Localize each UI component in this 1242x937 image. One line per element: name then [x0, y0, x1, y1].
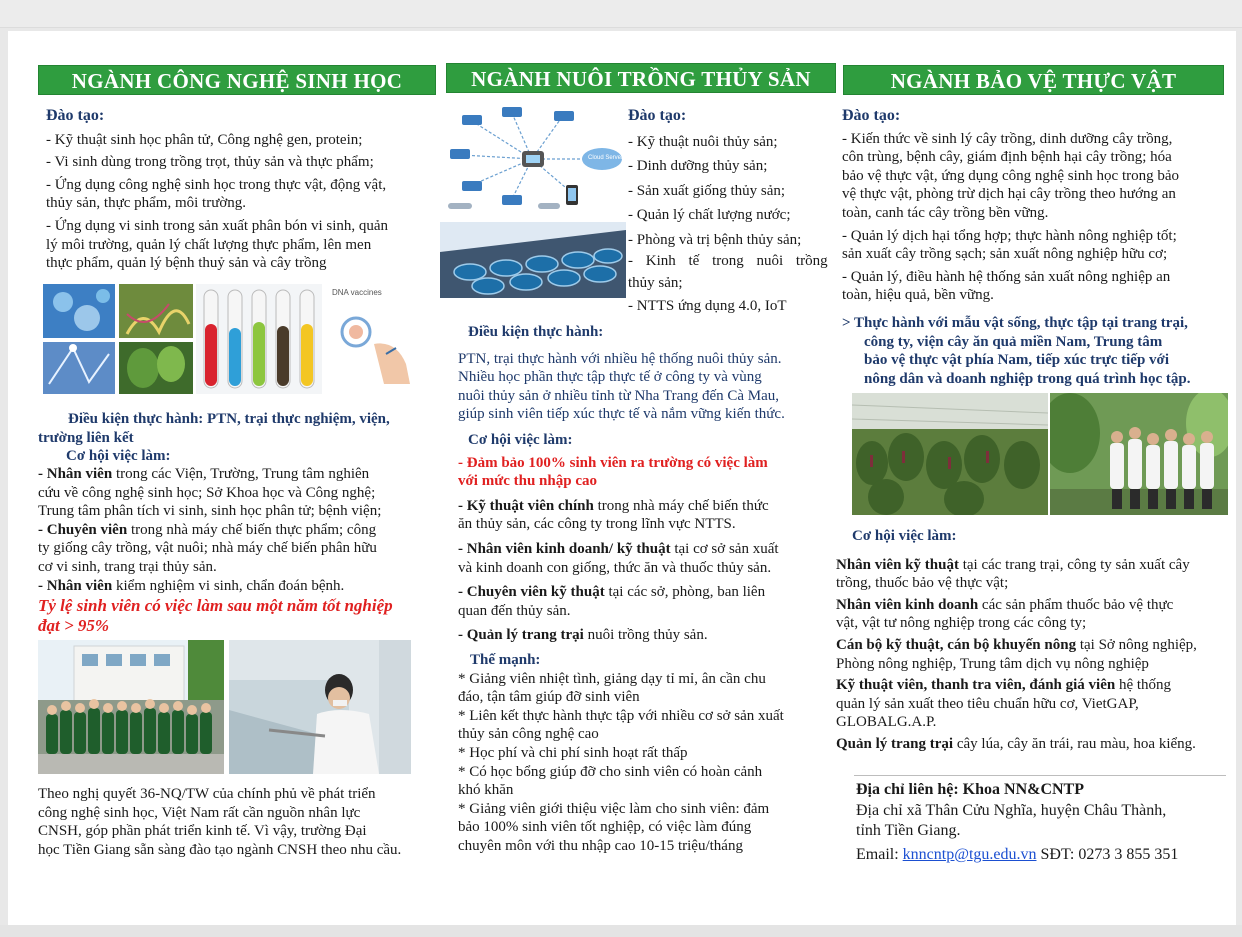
col3-training-line: - Quản lý, điều hành hệ thống sản xuất nông nghiệp an [842, 268, 1171, 285]
col3-practice-line: nông dân và doanh nghiệp trong quá trình học tập. [864, 370, 1191, 387]
lab-student-photo [229, 640, 411, 774]
col2-practice-heading: Điều kiện thực hành: [468, 324, 604, 340]
col3-training-line: bảo vệ thực vật, ứng dụng công nghệ sinh học trong bảo [842, 167, 1180, 184]
col3-training-line: sản xuất cây trồng sạch; sản xuất nông nghiệp hữu cơ; [842, 246, 1168, 263]
banner-biotech: NGÀNH CÔNG NGHỆ SINH HỌC [38, 65, 436, 95]
col2-strength-line: * Giảng viên nhiệt tình, giảng dạy tỉ mỉ, ân cần chu [458, 670, 766, 687]
contact-divider [854, 775, 1226, 776]
col1-closing [38, 785, 442, 859]
students-field-photo [1050, 393, 1228, 515]
banner-plant-protection: NGÀNH BẢO VỆ THỰC VẬT [843, 65, 1224, 95]
col2-training-item: - Kỹ thuật nuôi thủy sản; [628, 133, 778, 150]
col1-training-item: - Ứng dụng công nghệ sinh học trong thực vật, động vật, [46, 176, 387, 193]
col1-training-item: thủy sản, thực phẩm, môi trường. [46, 195, 247, 212]
dna-vaccines-image [326, 284, 414, 394]
col1-closing-line: học Tiền Giang sẵn sàng đào tạo ngành CNSH theo nhu cầu. [38, 841, 402, 858]
col2-strength-line: thủy sản công nghệ cao [458, 726, 599, 743]
contact-address: tỉnh Tiền Giang. [856, 822, 961, 839]
col2-practice-line: Nhiều học phần thực tập thực tế ở công ty và vùng [458, 369, 762, 386]
col2-training-item: - Sản xuất giống thủy sản; [628, 182, 786, 199]
col3-training-line: toàn, hiệu quả, bền vững. [842, 287, 994, 304]
col2-jobs-heading: Cơ hội việc làm: [468, 432, 573, 448]
col1-closing-line: công nghệ sinh học, Việt Nam rất cần nguồn nhân lực [38, 804, 361, 821]
col1-training-item: lý môi trường, quản lý chất lượng thực phẩm, lên men [46, 236, 372, 253]
col1-training-item: - Ứng dụng vi sinh trong sản xuất phân bón vi sinh, quản [46, 217, 389, 234]
col1-closing-line: Theo nghị quyết 36-NQ/TW của chính phủ về phát triển [38, 786, 376, 802]
contact-email-link[interactable]: knncntp@tgu.edu.vn [902, 845, 1037, 863]
col2-training-item: thủy sản; [628, 274, 683, 291]
col1-jobs [38, 465, 438, 636]
col3-job-line: Nhân viên kỹ thuật tại các trang trại, công ty sản xuất cây [836, 556, 1190, 573]
col3-training-line: côn trùng, bệnh cây, giám định bệnh hại cây trồng; hóa [842, 149, 1172, 166]
col2-strength-line: khó khăn [458, 782, 514, 799]
col1-job-line: Trung tâm phân tích vi sinh, sinh học phân tử; bệnh viện; [38, 503, 382, 520]
col2-guarantee: - Đảm bảo 100% sinh viên ra trường có việc làm [458, 454, 768, 471]
col2-job-line: - Quản lý trang trại nuôi trồng thủy sản. [458, 627, 708, 644]
col3-jobs-heading: Cơ hội việc làm: [852, 528, 957, 544]
col2-strength-line: bảo 100% sinh viên tốt nghiệp, có việc làm đúng [458, 819, 752, 836]
col3-job-line: GLOBALG.A.P. [836, 714, 937, 731]
col2-training-heading: Đào tạo: [628, 107, 687, 124]
col1-training [46, 107, 440, 273]
col2-training-item: - Dinh dưỡng thủy sản; [628, 158, 768, 175]
col3-training [842, 107, 1226, 305]
col3-job-line: Cán bộ kỹ thuật, cán bộ khuyến nông tại Sở nông nghiệp, [836, 636, 1197, 653]
col1-job-line: ty giống cây trồng, vật nuôi; nhà máy chế biến phân hữu [38, 540, 377, 557]
col1-job-line: cơ vi sinh, trang trại thủy sản. [38, 558, 217, 575]
col3-training-line: toàn, canh tác cây trồng bền vững. [842, 204, 1049, 221]
col3-job-line: quản lý sản xuất theo tiêu chuẩn hữu cơ, VietGAP, [836, 695, 1139, 712]
col2-strengths-heading: Thế mạnh: [470, 652, 541, 668]
col3-practice-line: > Thực hành với mẫu vật sống, thực tập tại trang trại, [842, 315, 1188, 331]
employment-rate: Tỷ lệ sinh viên có việc làm sau một năm tốt nghiệp [38, 596, 393, 616]
col3-training-heading: Đào tạo: [842, 107, 901, 124]
col1-job-line: - Nhân viên trong các Viện, Trường, Trung tâm nghiên [38, 466, 370, 482]
col2-strength-line: chuyên môn với thu nhập cao 10-15 triệu/tháng [458, 837, 743, 854]
col3-job-line: Phòng nông nghiệp, Trung tâm dịch vụ nông nghiệp [836, 655, 1149, 672]
contact-label: Địa chỉ liên hệ: Khoa NN&CNTP [856, 781, 1084, 798]
students-group-photo [38, 640, 224, 774]
col2-practice [458, 323, 838, 424]
col3-training-line: vệ thực vật, phòng trừ dịch hại cây trồng theo hướng an [842, 186, 1176, 203]
col3-practice-line: bảo vệ thực vật phía Nam, tiếp xúc trực tiếp với [864, 352, 1170, 369]
contact-address: Địa chỉ xã Thân Cửu Nghĩa, huyện Châu Thành, [856, 801, 1167, 819]
col2-job-line: - Kỹ thuật viên chính trong nhà máy chế biến thức [458, 497, 769, 514]
col1-practice [38, 410, 438, 466]
col2-strength-line: * Có học bổng giúp đỡ cho sinh viên có hoàn cảnh [458, 763, 763, 780]
col1-training-item: thực phẩm, quản lý bệnh thuỷ sản và cây trồng [46, 255, 327, 272]
col3-practice [842, 314, 1226, 388]
col2-strength-line: * Giảng viên giới thiệu việc làm cho sinh viên: đảm [458, 800, 770, 817]
col2-practice-line: PTN, trại thực hành với nhiều hệ thống nuôi thủy sản. [458, 350, 782, 367]
bottom-band [0, 925, 1242, 937]
col2-job-line: quan đến thủy sản. [458, 602, 571, 619]
col2-strength-line: * Học phí và chi phí sinh hoạt rất thấp [458, 744, 688, 761]
col2-jobs [458, 431, 838, 645]
greenhouse-crops-photo [852, 393, 1048, 515]
lab-collage-image [43, 284, 193, 394]
col2-strength-line: đáo, tận tâm giúp đỡ sinh viên [458, 689, 640, 706]
col2-job-line: và kinh doanh con giống, thức ăn và thuốc thủy sản. [458, 559, 772, 576]
iot-diagram-image [442, 101, 624, 219]
col2-strengths [458, 651, 838, 856]
col2-training-item: - Quản lý chất lượng nước; [628, 207, 791, 224]
iot-cloud-label: Cloud Server [588, 155, 624, 161]
banner-aquaculture: NGÀNH NUÔI TRỒNG THỦY SẢN [446, 63, 836, 93]
col3-job-line: trồng, thuốc bảo vệ thực vật; [836, 575, 1009, 592]
brochure-page [8, 31, 1236, 925]
col1-training-heading: Đào tạo: [46, 107, 105, 124]
col3-job-line: Nhân viên kinh doanh các sản phẩm thuốc bảo vệ thực [836, 596, 1174, 613]
col2-job-line: - Chuyên viên kỹ thuật tại các sở, phòng, ban liên [458, 584, 766, 601]
col2-practice-line: nuôi thủy sản ở nhiều tỉnh từ Nha Trang đến Cà Mau, [458, 387, 780, 404]
dna-vaccines-label: DNA vaccines [332, 288, 382, 297]
col2-job-line: - Nhân viên kinh doanh/ kỹ thuật tại cơ sở sản xuất [458, 540, 779, 557]
col3-job-line: vật, vật tư nông nghiệp trong các công ty; [836, 615, 1087, 632]
col3-training-line: - Kiến thức về sinh lý cây trồng, dinh dưỡng cây trồng, [842, 130, 1173, 147]
col1-training-item: - Kỹ thuật sinh học phân tử, Công nghệ gen, protein; [46, 131, 363, 148]
col3-jobs [836, 527, 1228, 754]
col1-job-line: cứu về công nghệ sinh học; Sở Khoa học và Công nghệ; [38, 484, 376, 501]
col2-job-line: ăn thủy sản, các công ty trong lĩnh vực NTTS. [458, 516, 736, 533]
top-band [0, 0, 1242, 28]
col3-job-line: Kỹ thuật viên, thanh tra viên, đánh giá viên hệ thống [836, 677, 1172, 694]
col1-jobs-heading: Cơ hội việc làm: [66, 448, 171, 465]
col1-training-item: - Vi sinh dùng trong trồng trọt, thủy sản và thực phẩm; [46, 154, 374, 171]
col1-job-line: - Nhân viên kiểm nghiệm vi sinh, chẩn đoán bệnh. [38, 577, 345, 594]
col2-training-item: - Kinh tế trong nuôi trồng [628, 253, 828, 270]
col2-training [628, 107, 834, 317]
contact-email-line: Email: knncntp@tgu.edu.vn SĐT: 0273 3 855 351 [856, 845, 1179, 863]
contact-block [856, 780, 1226, 865]
col1-closing-line: CNSH, góp phần phát triển kinh tế. Vì vậy, trường Đại [38, 823, 367, 840]
col1-job-line: - Chuyên viên trong nhà máy chế biến thực phẩm; công [38, 521, 377, 538]
col2-training-item: - NTTS ứng dụng 4.0, IoT [628, 297, 787, 314]
fish-ponds-image [440, 222, 626, 298]
col1-practice-line: Điều kiện thực hành: PTN, trại thực nghiệm, viện, [68, 411, 390, 427]
col3-training-line: - Quản lý dịch hại tổng hợp; thực hành nông nghiệp tốt; [842, 227, 1177, 244]
col2-practice-line: giúp sinh viên tiếp xúc thực tế và nắm vững kiến thức. [458, 406, 785, 423]
col1-practice-line: trường liên kết [38, 429, 134, 446]
col2-guarantee: với mức thu nhập cao [458, 473, 597, 490]
col2-strength-line: * Liên kết thực hành thực tập với nhiều cơ sở sản xuất [458, 707, 784, 724]
employment-rate-value: đạt > 95% [38, 616, 110, 636]
col2-training-item: - Phòng và trị bệnh thủy sản; [628, 231, 802, 248]
col3-job-line: Quản lý trang trại cây lúa, cây ăn trái, rau màu, hoa kiểng. [836, 735, 1196, 752]
test-tubes-image [196, 284, 322, 394]
col3-practice-line: công ty, viện cây ăn quả miền Nam, Trung tâm [864, 333, 1163, 350]
